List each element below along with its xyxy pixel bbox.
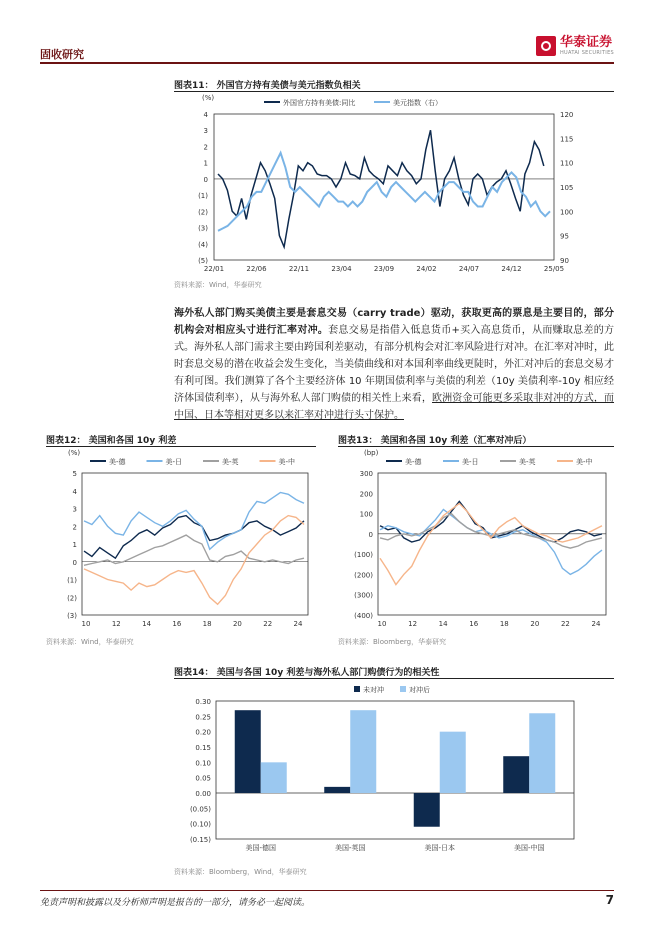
fig11-ytick-left: 2 — [203, 143, 208, 152]
fig12-xtick: 20 — [232, 620, 242, 628]
fig13-xtick: 20 — [530, 620, 540, 628]
fig11-ytick-left: (3) — [198, 224, 208, 233]
fig14-bar — [529, 713, 555, 793]
fig12-ytick: 3 — [72, 505, 77, 514]
fig13-legend-label: 美-英 — [519, 458, 536, 466]
fig14-ytick: 0.00 — [195, 790, 211, 798]
section-label: 固收研究 — [40, 48, 84, 61]
fig12-chart — [46, 447, 316, 633]
fig14-bar — [350, 710, 376, 793]
fig11-xtick: 22/06 — [246, 265, 267, 273]
fig14-category-label: 美国-日本 — [424, 844, 456, 852]
fig14-bar — [261, 762, 287, 793]
fig11-ytick-right: 90 — [560, 257, 569, 265]
fig13-legend-label: 美-德 — [405, 458, 422, 466]
fig14-category-label: 美国-英国 — [334, 844, 366, 852]
fig14-ytick: 0.05 — [195, 774, 211, 783]
fig13-xtick: 14 — [438, 620, 448, 628]
fig12-ytick: (3) — [67, 612, 77, 620]
fig12-ytick: (1) — [67, 576, 77, 585]
fig13-ytick: (300) — [354, 591, 373, 600]
logo-en: HUATAI SECURITIES — [560, 50, 614, 56]
fig11-ytick-left: 3 — [203, 127, 208, 136]
footer-disclaimer: 免责声明和披露以及分析师声明是报告的一部分，请务必一起阅读。 — [40, 898, 311, 908]
fig12-xtick: 14 — [142, 620, 152, 628]
body-paragraph — [174, 305, 614, 424]
fig13-title: 图表13： 美国和各国 10y 利差（汇率对冲后） — [338, 436, 532, 446]
fig12-legend-label: 美-德 — [109, 458, 126, 466]
fig12-plot-frame — [82, 473, 308, 615]
fig14-legend-swatch — [354, 686, 360, 692]
fig13-y-unit: (bp) — [364, 449, 379, 457]
fig11-xtick: 23/04 — [331, 265, 352, 273]
fig13-xtick: 10 — [377, 620, 387, 628]
para-text: 套息交易是指借入低息货币+买入高息货币，从而赚取息差的方式。海外私人部门需求主要由跨国利差驱动，有部分机构会对汇率风险进行对冲。在汇率对冲时，此时套息交易的潜在收益会发生变化，当美债曲线和对本国利率曲线更陡时，外汇对冲后的套息交易才有利可图。我们测算了各个主要经济体 10 年期国债利率与美债的利差（10y 美债利率-10y 相应经济体国债利率），从与海外私人部门购债的相关性上来看， — [174, 325, 614, 404]
fig13-ytick: (200) — [354, 571, 373, 580]
fig14-ytick: 0.30 — [195, 698, 211, 706]
fig11-y-unit: (%) — [202, 94, 215, 102]
fig12-xtick: 12 — [111, 620, 121, 628]
fig12-series-line — [84, 516, 304, 559]
fig11-xtick: 25/05 — [543, 265, 565, 273]
fig11-ytick-right: 115 — [560, 135, 574, 144]
fig13-ytick: 200 — [359, 490, 373, 499]
fig14-ytick: 0.10 — [195, 759, 211, 768]
fig11-ytick-left: (2) — [198, 208, 208, 217]
fig14-legend-label: 未对冲 — [363, 686, 384, 694]
fig14-ytick: 0.25 — [195, 713, 211, 722]
header-rule — [40, 62, 614, 64]
fig12-ytick: 4 — [72, 487, 77, 496]
fig11-ytick-left: 4 — [203, 111, 208, 119]
fig14-ytick: (0.10) — [189, 820, 211, 829]
fig13-xtick: 18 — [499, 620, 509, 628]
fig11-plot-frame — [214, 114, 554, 260]
fig14-ytick: (0.15) — [189, 836, 211, 844]
fig11-title: 图表11： 外国官方持有美债与美元指数负相关 — [174, 81, 361, 91]
fig11-ytick-right: 120 — [560, 111, 574, 119]
fig14-ytick: 0.15 — [195, 744, 211, 752]
fig14-source: 资料来源：Bloomberg，Wind，华泰研究 — [174, 868, 307, 876]
fig11-ytick-right: 105 — [560, 184, 574, 192]
fig11-xtick: 23/09 — [373, 265, 395, 273]
fig11-ytick-right: 100 — [560, 208, 574, 217]
fig12-xtick: 10 — [81, 620, 91, 628]
fig11-source: 资料来源：Wind，华泰研究 — [174, 281, 262, 289]
logo-cn: 华泰证券 — [560, 35, 613, 50]
fig11-ytick-left: (4) — [198, 240, 208, 249]
fig14-ytick: (0.05) — [189, 805, 211, 814]
fig11-series-line — [218, 153, 550, 231]
fig13-xtick: 24 — [591, 620, 601, 628]
fig11-xtick: 22/01 — [203, 265, 225, 273]
fig13-ytick: (400) — [354, 612, 373, 620]
fig12-legend-label: 美-中 — [278, 458, 296, 466]
fig12-ytick: 1 — [72, 541, 77, 549]
fig11-xtick: 24/07 — [458, 265, 480, 273]
fig11-ytick-left: (1) — [198, 192, 208, 201]
fig12-title: 图表12： 美国和各国 10y 利差 — [46, 436, 177, 446]
fig13-xtick: 22 — [560, 620, 570, 628]
fig12-xtick: 16 — [172, 620, 182, 628]
fig14-bar — [235, 710, 261, 793]
fig14-bar — [440, 732, 466, 793]
fig14-ytick: 0.20 — [195, 728, 211, 737]
fig12-xtick: 22 — [263, 620, 273, 628]
fig12-legend-label: 美-日 — [165, 458, 183, 466]
fig11-chart — [174, 92, 614, 278]
fig13-xtick: 12 — [408, 620, 418, 628]
fig13-chart — [338, 447, 614, 633]
logo-mark-icon — [536, 36, 556, 56]
fig14-category-label: 美国-中国 — [513, 844, 545, 852]
fig14-legend-swatch — [400, 686, 406, 692]
fig11-legend-label: 美元指数（右） — [393, 99, 442, 107]
brand-logo — [536, 36, 614, 56]
page-number: 7 — [605, 893, 614, 907]
fig14-category-label: 美国-德国 — [245, 844, 277, 852]
footer-rule — [40, 890, 614, 891]
fig13-ytick: 100 — [359, 510, 373, 519]
fig12-y-unit: (%) — [68, 449, 81, 457]
fig14-title: 图表14： 美国与各国 10y 利差与海外私人部门购债行为的相关性 — [174, 668, 440, 678]
fig11-ytick-left: (5) — [198, 257, 208, 265]
fig13-source: 资料来源：Bloomberg，华泰研究 — [338, 638, 447, 646]
fig13-xtick: 16 — [469, 620, 479, 628]
fig12-xtick: 18 — [202, 620, 212, 628]
fig12-ytick: 0 — [72, 558, 77, 567]
fig11-legend-label: 外国官方持有美债:同比 — [283, 99, 356, 107]
fig14-bar — [414, 793, 440, 827]
logo-text — [560, 36, 614, 56]
fig11-ytick-right: 95 — [560, 232, 569, 241]
fig14-bar — [324, 787, 350, 793]
fig12-legend-label: 美-英 — [222, 458, 239, 466]
fig11-xtick: 24/12 — [501, 265, 522, 273]
fig13-ytick: 300 — [359, 470, 373, 478]
para-underlined: 欧洲资金可能更多采取非对冲的方式，而中国、日本等相对更多以来汇率对冲进行头寸保护。 — [174, 393, 615, 421]
fig14-chart — [174, 679, 614, 865]
fig11-xtick: 22/11 — [288, 265, 310, 273]
fig14-legend-label: 对冲后 — [409, 686, 430, 694]
fig13-plot-frame — [378, 473, 606, 615]
fig13-series-line — [380, 514, 602, 549]
fig13-legend-label: 美-日 — [462, 458, 479, 466]
fig13-ytick: (100) — [354, 551, 373, 560]
para-bold: 海外私人部门购买美债主要是套息交易（carry trade）驱动，获取更高的票息是主要目的，部分机构会对相应头寸进行汇率对冲。 — [174, 308, 614, 336]
fig12-xtick: 24 — [293, 620, 303, 628]
fig11-ytick-left: 1 — [203, 159, 208, 168]
fig12-source: 资料来源：Wind，华泰研究 — [46, 638, 134, 646]
fig13-ytick: 0 — [368, 530, 373, 539]
fig14-bar — [503, 756, 529, 793]
fig12-ytick: 2 — [72, 523, 77, 532]
fig12-series-line — [84, 535, 304, 565]
fig12-ytick: (2) — [67, 594, 77, 603]
fig11-ytick-right: 110 — [560, 159, 574, 168]
fig11-ytick-left: 0 — [203, 175, 208, 184]
fig13-legend-label: 美-中 — [576, 458, 593, 466]
fig11-xtick: 24/02 — [416, 265, 437, 273]
fig12-ytick: 5 — [72, 470, 77, 478]
